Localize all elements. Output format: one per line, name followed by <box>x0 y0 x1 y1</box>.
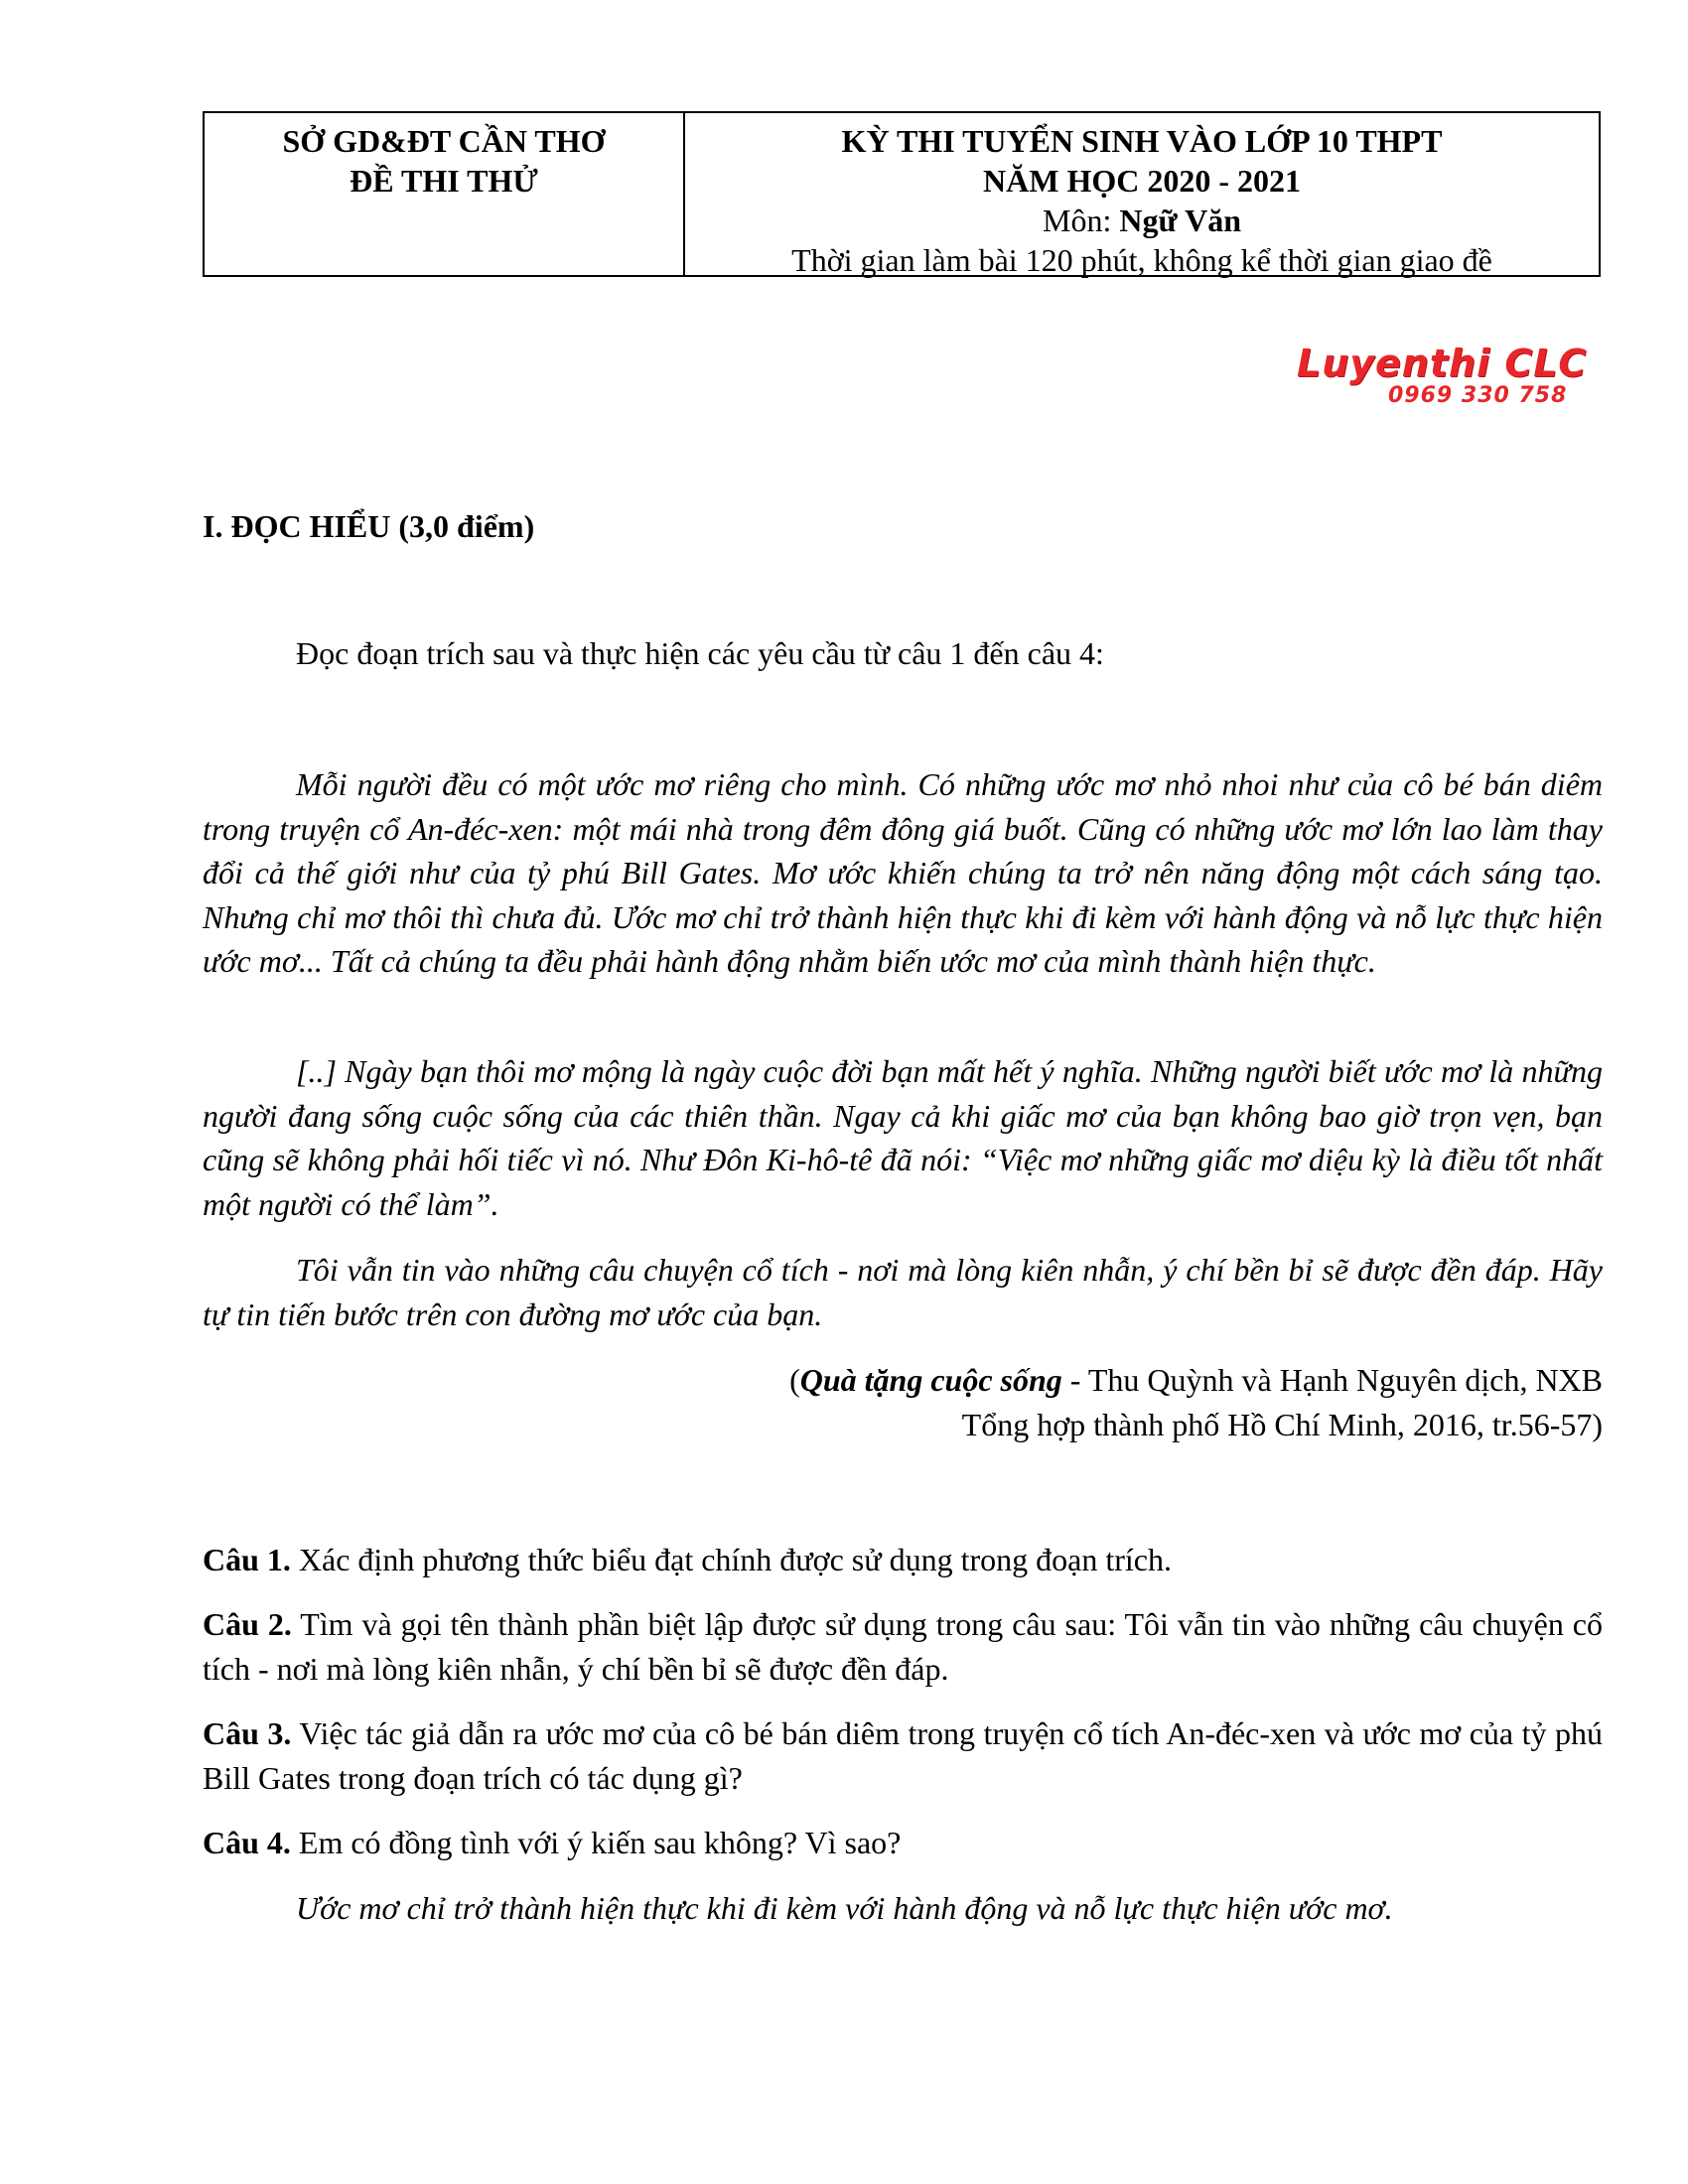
header-left-cell <box>205 113 685 275</box>
header-table <box>203 111 1601 277</box>
logo-name: Luyenthi CLC <box>1297 341 1588 385</box>
passage-text: Tôi vẫn tin vào những câu chuyện cổ tích - nơi mà lòng kiên nhẫn, ý chí bền bỉ sẽ được đền đáp. Hãy tự tin tiến bước trên con đường mơ ước của bạn. <box>203 1252 1603 1332</box>
question-text: Xác định phương thức biểu đạt chính được sử dụng trong đoạn trích. <box>290 1542 1172 1577</box>
question-2 <box>203 1602 1603 1691</box>
question-text: Tìm và gọi tên thành phần biệt lập được sử dụng trong câu sau: Tôi vẫn tin vào những câu chuyện cổ tích - nơi mà lòng kiên nhẫn, ý chí bền bỉ sẽ được đền đáp. <box>203 1606 1604 1687</box>
passage-text: Mỗi người đều có một ước mơ riêng cho mình. Có những ước mơ nhỏ nhoi như của cô bé bán diêm trong truyện cổ An-đéc-xen: một mái nhà trong đêm đông giá buốt. Cũng có những ước mơ lớn lao làm thay đổi cả thế giới như của tỷ phú Bill Gates. Mơ ước khiến chúng ta trở nên năng động một cách sáng tạo. Nhưng chỉ mơ thôi thì chưa đủ. Ước mơ chỉ trở thành hiện thực khi đi kèm với hành động và nỗ lực thực hiện ước mơ... Tất cả chúng ta đều phải hành động nhằm biến ước mơ của mình thành hiện thực. <box>203 766 1603 979</box>
passage-paragraph-2 <box>203 1049 1603 1226</box>
luyenthi-logo <box>1297 341 1605 411</box>
question-label: Câu 1. <box>203 1542 291 1577</box>
question-label: Câu 2. <box>203 1606 292 1642</box>
exam-title: KỲ THI TUYỂN SINH VÀO LỚP 10 THPT <box>841 123 1443 159</box>
opinion-quote: Ước mơ chỉ trở thành hiện thực khi đi kèm với hành động và nỗ lực thực hiện ước mơ. <box>296 1890 1393 1926</box>
question-3 <box>203 1711 1603 1800</box>
citation <box>789 1358 1603 1446</box>
subject-line <box>685 201 1599 240</box>
department-name: SỞ GD&ĐT CẦN THƠ <box>282 123 606 159</box>
passage-paragraph-3 <box>203 1248 1603 1336</box>
subject-value: Ngữ Văn <box>1119 203 1241 238</box>
citation-line-2: Tổng hợp thành phố Hồ Chí Minh, 2016, tr.56-57) <box>961 1406 1603 1442</box>
instruction: Đọc đoạn trích sau và thực hiện các yêu cầu từ câu 1 đến câu 4: <box>296 635 1104 671</box>
question-4 <box>203 1821 1603 1865</box>
time-note: Thời gian làm bài 120 phút, không kể thời gian giao đề <box>791 242 1492 278</box>
question-label: Câu 3. <box>203 1715 292 1751</box>
question-text: Việc tác giả dẫn ra ước mơ của cô bé bán diêm trong truyện cổ tích An-đéc-xen và ước mơ của tỷ phú Bill Gates trong đoạn trích có tác dụng gì? <box>203 1715 1604 1796</box>
logo-phone: 0969 330 758 <box>1388 383 1568 408</box>
citation-book-title: Quà tặng cuộc sống <box>799 1362 1062 1398</box>
passage-paragraph-1 <box>203 762 1603 984</box>
school-year: NĂM HỌC 2020 - 2021 <box>983 163 1301 199</box>
question-text: Em có đồng tình với ý kiến sau không? Vì sao? <box>290 1825 902 1860</box>
question-label: Câu 4. <box>203 1825 291 1860</box>
section-title: I. ĐỌC HIỂU (3,0 điểm) <box>203 508 535 544</box>
passage-text: [..] Ngày bạn thôi mơ mộng là ngày cuộc đời bạn mất hết ý nghĩa. Những người biết ước mơ là những người đang sống cuộc sống của các thiên thần. Ngay cả khi giấc mơ của bạn không bao giờ trọn vẹn, bạn cũng sẽ không phải hối tiếc vì nó. Như Đôn Ki-hô-tê đã nói: “Việc mơ những giấc mơ diệu kỳ là điều tốt nhất một người có thể làm”. <box>203 1053 1603 1222</box>
subject-label: Môn: <box>1043 203 1120 238</box>
question-1 <box>203 1538 1603 1582</box>
exam-type: ĐỀ THI THỬ <box>350 163 538 199</box>
citation-line-1: (Quà tặng cuộc sống - Thu Quỳnh và Hạnh Nguyên dịch, NXB <box>789 1362 1603 1398</box>
header-right-cell <box>685 113 1599 278</box>
